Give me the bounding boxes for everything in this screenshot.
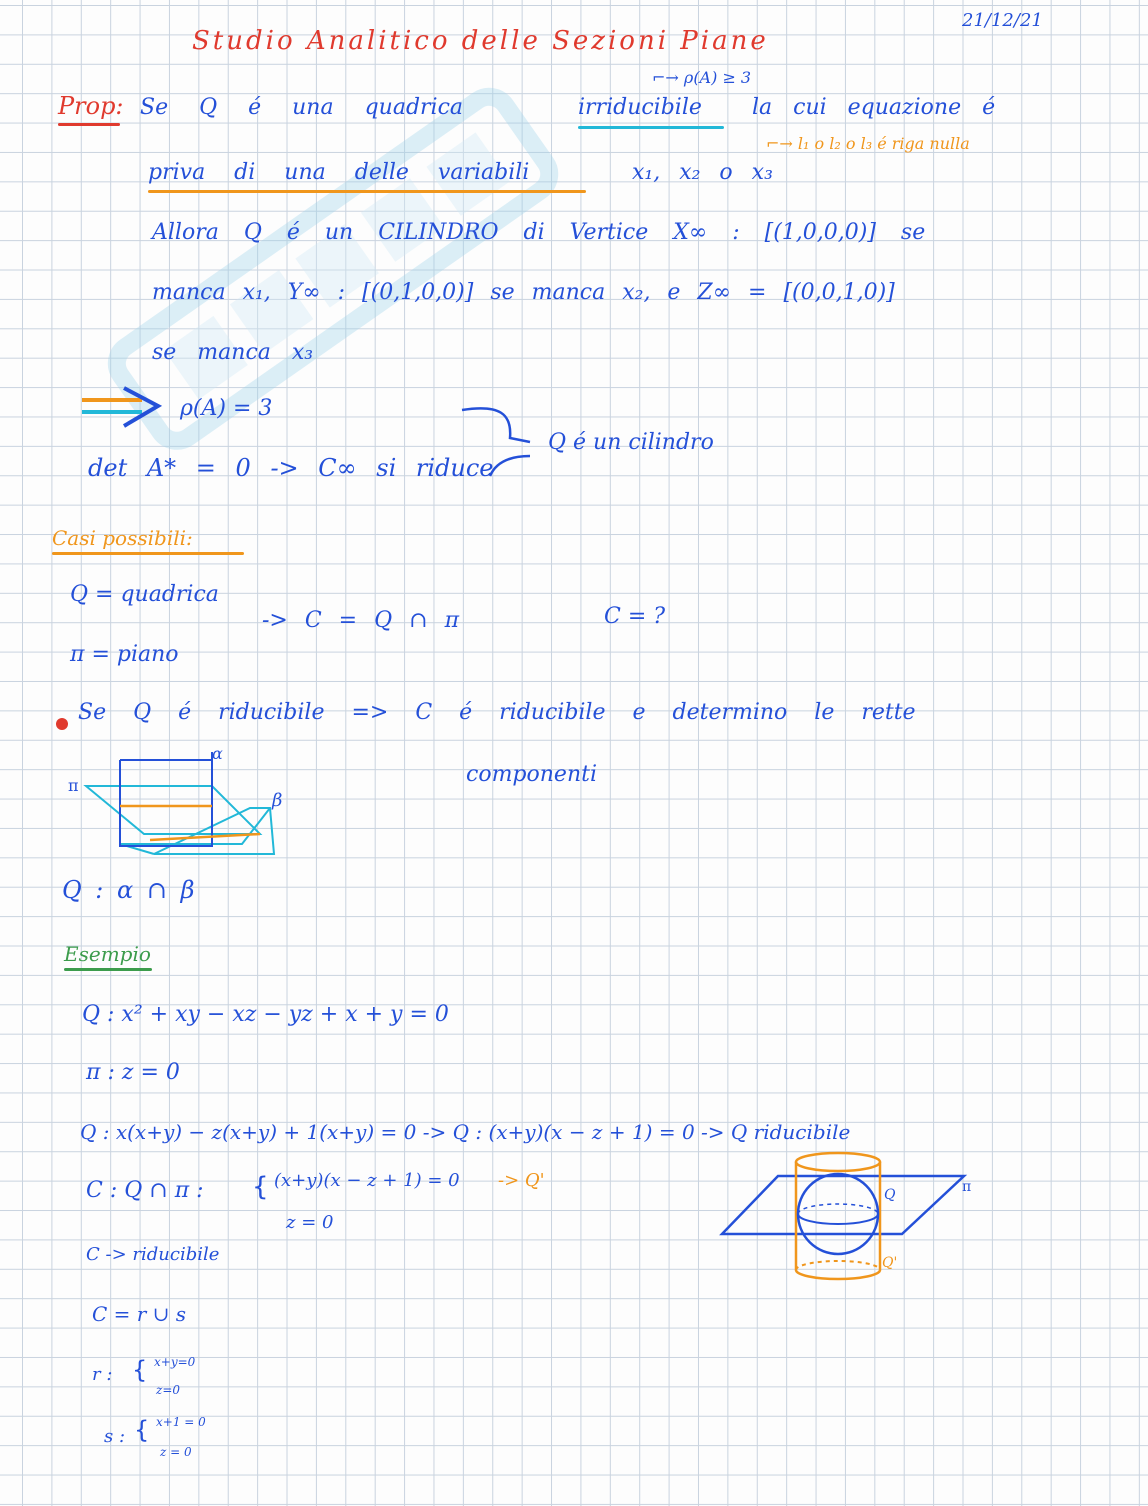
cylinder-sphere-sketch bbox=[718, 1148, 968, 1288]
note-coeff-arrow-icon: ⌐→ bbox=[766, 134, 793, 153]
esempio-underline bbox=[64, 968, 152, 971]
implies-rho: ρ(A) = 3 bbox=[180, 396, 273, 421]
page-title: Studio Analitico delle Sezioni Piane bbox=[192, 26, 769, 56]
esempio-q-line: Q : x² + xy − xz − yz + x + y = 0 bbox=[82, 1002, 449, 1027]
esempio-c-label: C : Q ∩ π : bbox=[86, 1178, 204, 1203]
casi-se-line: Se Q é riducibile => C é riducibile e determino le rette bbox=[78, 700, 916, 725]
label-pi: π bbox=[68, 776, 79, 795]
prop-line5: se manca x₃ bbox=[152, 340, 314, 365]
label-beta: β bbox=[272, 790, 283, 811]
esempio-r-a: x+y=0 bbox=[154, 1355, 196, 1369]
esempio-factor-line: Q : x(x+y) − z(x+y) + 1(x+y) = 0 -> Q : (x+y)(x − z + 1) = 0 -> Q riducibile bbox=[80, 1120, 851, 1144]
line2-underline bbox=[148, 190, 586, 193]
prop-line1-end: la cui equazione é bbox=[752, 95, 996, 120]
irriducibile-underline bbox=[578, 126, 724, 129]
prop-line1: Se Q é una quadrica bbox=[140, 95, 464, 120]
casi-q-def: Q = quadrica bbox=[70, 582, 219, 607]
casi-componenti: componenti bbox=[466, 762, 597, 787]
casi-underline bbox=[52, 552, 244, 555]
note-coeff bbox=[766, 136, 970, 152]
esempio-s-label: s : bbox=[104, 1426, 126, 1447]
s-brace-icon: { bbox=[134, 1416, 150, 1444]
esempio-pi-line: π : z = 0 bbox=[86, 1060, 180, 1085]
casi-heading: Casi possibili: bbox=[52, 526, 193, 550]
q-cilindro: Q é un cilindro bbox=[548, 430, 714, 455]
casi-c-def: -> C = Q ∩ π bbox=[262, 608, 460, 633]
prop-line3: Allora Q é un CILINDRO di Vertice X∞ : [(1,0,0,0)] se bbox=[152, 220, 926, 245]
bullet-dot bbox=[56, 718, 68, 730]
prop-line2-vars: x₁, x₂ o x₃ bbox=[632, 160, 773, 185]
esempio-c-union: C = r ∪ s bbox=[92, 1302, 187, 1326]
note-rho-arrow-icon: ⌐→ bbox=[652, 68, 679, 87]
prop-irriducibile: irriducibile bbox=[578, 95, 702, 120]
esempio-sys1-b: z = 0 bbox=[286, 1212, 334, 1233]
note-coeff-text: l₁ o l₂ o l₃ é riga nulla bbox=[797, 134, 970, 153]
label-alpha: α bbox=[212, 744, 223, 763]
esempio-s-b: z = 0 bbox=[160, 1445, 192, 1459]
det-line: det A* = 0 -> C∞ si riduce bbox=[88, 454, 494, 482]
prop-line4: manca x₁, Y∞ : [(0,1,0,0)] se manca x₂, e Z∞ = [(0,0,1,0)] bbox=[152, 280, 895, 305]
implies-arrow-icon bbox=[82, 388, 172, 438]
sketch-q: Q bbox=[884, 1187, 896, 1203]
esempio-c-riducibile: C -> riducibile bbox=[86, 1244, 220, 1265]
esempio-r-b: z=0 bbox=[156, 1383, 181, 1397]
esempio-s-a: x+1 = 0 bbox=[156, 1415, 206, 1429]
prop-line2: priva di una delle variabili bbox=[148, 160, 530, 185]
note-rho bbox=[652, 70, 751, 86]
esempio-heading: Esempio bbox=[64, 942, 151, 966]
casi-pi-def: π = piano bbox=[70, 642, 179, 667]
system-brace-icon: { bbox=[252, 1172, 269, 1202]
r-brace-icon: { bbox=[132, 1356, 148, 1384]
casi-c-question: C = ? bbox=[604, 604, 666, 629]
prop-underline bbox=[58, 123, 120, 126]
esempio-sys1-a: (x+y)(x − z + 1) = 0 bbox=[274, 1170, 460, 1191]
page-date: 21/12/21 bbox=[962, 10, 1043, 31]
sketch-pi: π bbox=[962, 1179, 972, 1195]
casi-q-eq: Q : α ∩ β bbox=[62, 876, 195, 904]
prop-label: Prop: bbox=[58, 92, 124, 120]
esempio-sys1-arrow: -> Q' bbox=[498, 1170, 545, 1191]
planes-sketch bbox=[64, 742, 304, 872]
esempio-r-label: r : bbox=[92, 1364, 113, 1385]
note-rho-text: ρ(A) ≥ 3 bbox=[683, 68, 752, 87]
sketch-q-prime: Q' bbox=[882, 1255, 898, 1271]
